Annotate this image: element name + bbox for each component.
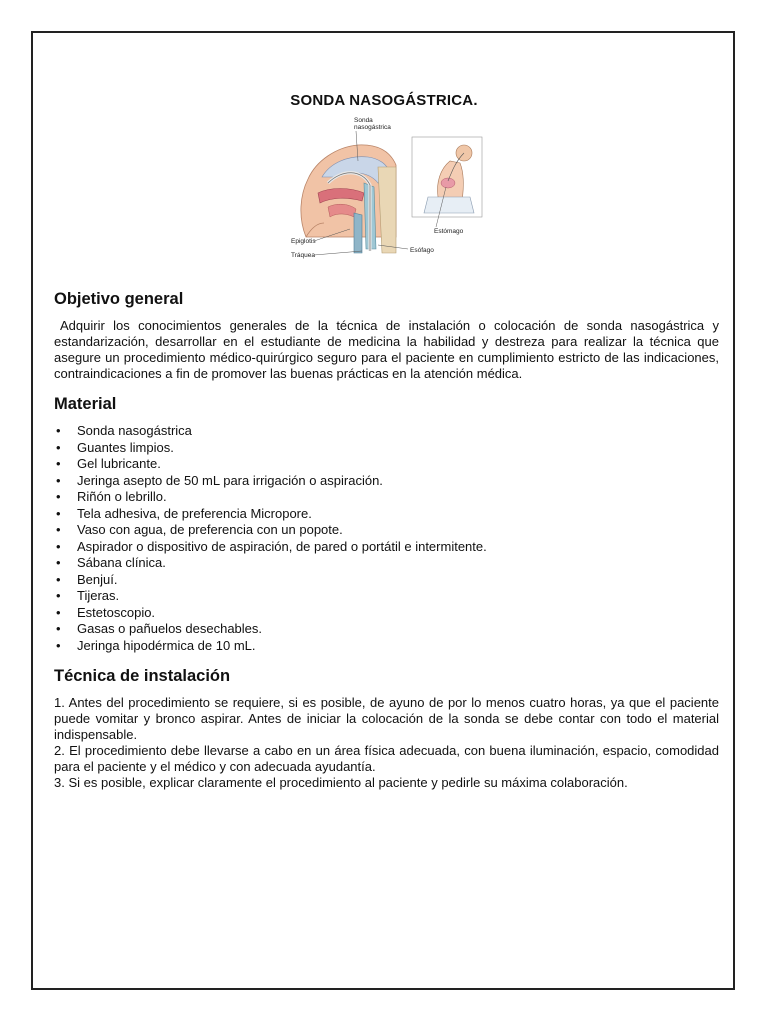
- objective-heading: Objetivo general: [54, 290, 184, 308]
- list-item: • Sonda nasogástrica: [56, 423, 192, 438]
- bullet-icon: •: [56, 538, 61, 554]
- list-item: • Gel lubricante.: [56, 456, 161, 471]
- bullet-icon: •: [56, 456, 61, 471]
- list-item: • Estetoscopio.: [56, 604, 156, 620]
- technique-section: [54, 666, 719, 791]
- nasogastric-tube-illustration: [278, 117, 510, 265]
- bullet-icon: •: [56, 588, 61, 603]
- document-title: SONDA NASOGÁSTRICA.: [290, 92, 478, 109]
- material-section: [54, 394, 719, 654]
- technique-step: 3. Si es posible, explicar claramente el procedimiento al paciente y pedirle su máxima colaboración.: [54, 775, 628, 790]
- label-sonda: Sonda: [354, 117, 373, 124]
- material-list: [54, 423, 719, 654]
- bullet-icon: •: [56, 604, 61, 620]
- list-item: • Riñón o lebrillo.: [56, 489, 167, 504]
- label-estomago: Estómago: [434, 228, 464, 235]
- objective-section: [54, 289, 719, 382]
- head-sagittal-section: [301, 145, 396, 253]
- technique-step: 1. Antes del procedimiento se requiere, si es posible, de ayuno de por lo menos cuatro horas, ya que el paciente puede vomitar y bronco aspirar. Antes de iniciar la colocación de la sonda se debe contar con todo el material indispensable.: [54, 695, 719, 742]
- bullet-icon: •: [56, 489, 61, 504]
- list-item: • Guantes limpios.: [56, 439, 174, 455]
- objective-paragraph: Adquirir los conocimientos generales de la técnica de instalación o colocación de sonda nasogástrica y estandarización, desarrollar en el estudiante de medicina la habilidad y destreza para realizar la técnica que asegure un procedimiento médico-quirúrgico seguro para el paciente en cumplimiento estricto de las indicaciones, contraindicaciones a fin de promover las buenas prácticas en la atención médica.: [54, 318, 719, 381]
- label-epiglotis: Epiglotis: [291, 238, 316, 245]
- label-esofago: Esófago: [410, 247, 434, 254]
- label-nasogastrica: nasogástrica: [354, 124, 391, 131]
- bullet-icon: •: [56, 423, 61, 438]
- list-item: • Gasas o pañuelos desechables.: [56, 621, 263, 636]
- bullet-icon: •: [56, 472, 61, 488]
- list-item: • Jeringa hipodérmica de 10 mL.: [56, 637, 256, 653]
- list-item: • Vaso con agua, de preferencia con un popote.: [56, 522, 343, 537]
- label-traquea: Tráquea: [291, 252, 315, 259]
- material-heading: Material: [54, 395, 117, 413]
- bullet-icon: •: [56, 571, 61, 587]
- technique-step: 2. El procedimiento debe llevarse a cabo en un área física adecuada, con buena iluminación, espacio, comodidad para el paciente y el médico y con adecuada ayudantía.: [54, 743, 719, 774]
- list-item: • Jeringa asepto de 50 mL para irrigación o aspiración.: [56, 472, 383, 488]
- technique-steps: [54, 695, 719, 791]
- list-item: • Sábana clínica.: [56, 555, 166, 570]
- bullet-icon: •: [56, 621, 61, 636]
- bullet-icon: •: [56, 439, 61, 455]
- list-item: • Tijeras.: [56, 588, 120, 603]
- document-body: [54, 289, 719, 791]
- technique-heading: Técnica de instalación: [54, 667, 231, 685]
- bullet-icon: •: [56, 522, 61, 537]
- list-item: • Benjuí.: [56, 571, 118, 587]
- bullet-icon: •: [56, 637, 61, 653]
- list-item: • Tela adhesiva, de preferencia Micropore.: [56, 505, 312, 521]
- bullet-icon: •: [56, 555, 61, 570]
- patient-inset: [412, 137, 482, 217]
- list-item: • Aspirador o dispositivo de aspiración, de pared o portátil e intermitente.: [56, 538, 487, 554]
- bullet-icon: •: [56, 505, 61, 521]
